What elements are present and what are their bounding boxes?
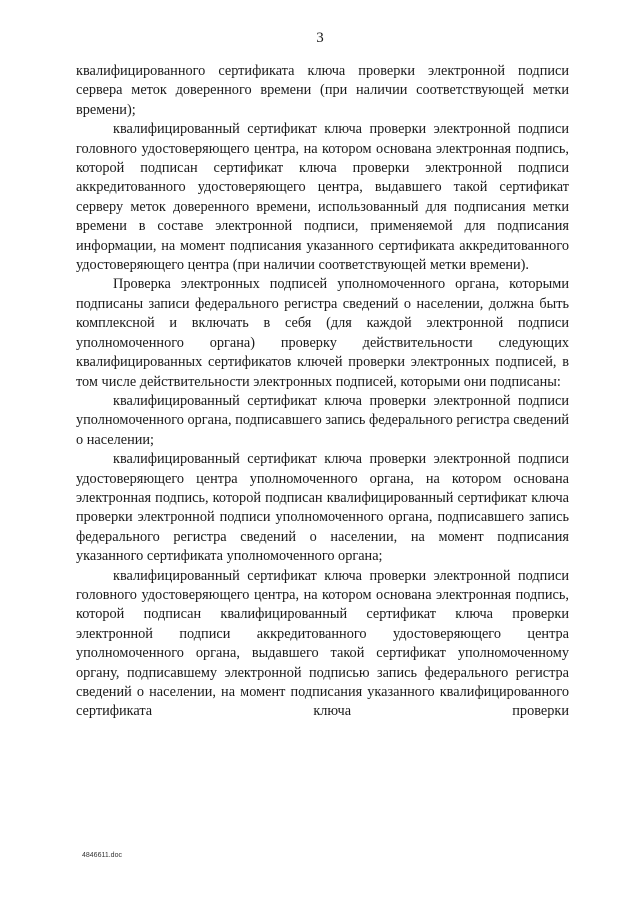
paragraph: квалифицированный сертификат ключа проверки электронной подписи уполномоченного органа, подписавшего запись федерального регистра сведений о населении; [76,392,569,448]
paragraph: квалифицированный сертификат ключа проверки электронной подписи головного удостоверяющего центра, на котором основана электронная подпись, которой подписан сертификат ключа проверки электронной подписи аккредитованного удостоверяющего центра, выдавшего такой сертификат серверу меток доверенного времени, использованный для подписания метки времени в составе электронной подписи, применяемой для подписания информации, на момент подписания указанного сертификата аккредитованного удостоверяющего центра (при наличии соответствующей метки времени). [76,121,569,274]
paragraph: квалифицированный сертификат ключа проверки электронной подписи головного удостоверяющего центра, на котором основана электронная подпись, которой подписан квалифицированный сертификат ключа проверки электронной подписи аккредитованного удостоверяющего центра уполномоченного органа, выдавшего такой сертификат уполномоченному органу, подписавшему электронной подписью запись федерального регистра сведений о населении, на момент подписания указанного квалифицированного сертификата ключа проверки [76,567,569,720]
paragraph: Проверка электронных подписей уполномоченного органа, которыми подписаны записи федерального регистра сведений о населении, должна быть комплексной и включать в себя (для каждой электронной подписи уполномоченного органа) проверку действительности следующих квалифицированных сертификатов ключей проверки электронных подписей, в том числе действительности электронных подписей, которыми они подписаны: [76,276,569,390]
document-body [76,62,569,722]
footer-file-code: 4846611.doc [82,852,122,859]
paragraph: квалифицированный сертификат ключа проверки электронной подписи удостоверяющего центра уполномоченного органа, на котором основана электронная подпись, которой подписан квалифицированный сертификат ключа проверки электронной подписи уполномоченного органа, подписавшего запись федерального регистра сведений о населении, на момент подписания указанного сертификата уполномоченного органа; [76,451,569,565]
paragraph: квалифицированного сертификата ключа проверки электронной подписи сервера меток доверенного времени (при наличии соответствующей метки времени); [76,63,569,118]
page-number: 3 [316,30,324,46]
